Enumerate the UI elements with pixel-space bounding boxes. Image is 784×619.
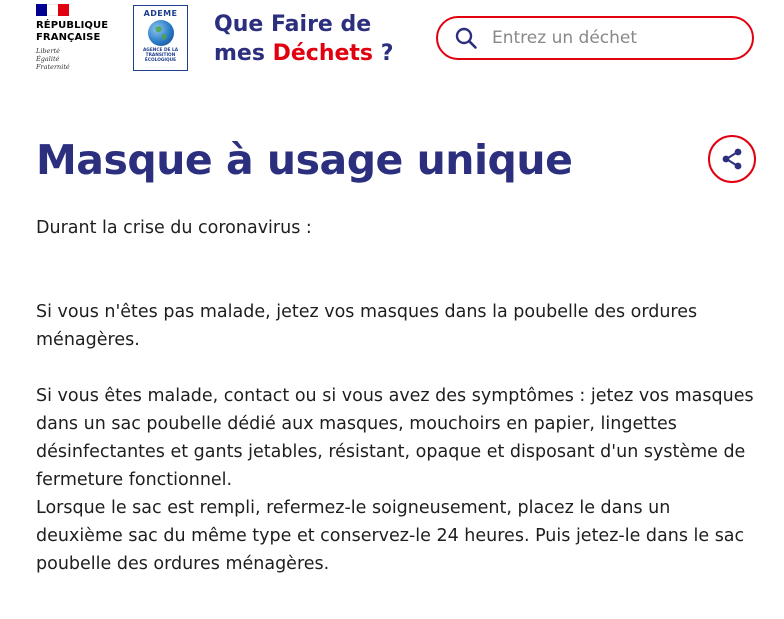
share-icon bbox=[720, 147, 744, 171]
site-title-accent: Déchets bbox=[272, 41, 374, 66]
ademe-logo[interactable] bbox=[133, 5, 188, 71]
spacer bbox=[36, 242, 761, 298]
ademe-subtitle-line: AGENCE DE LA bbox=[142, 48, 179, 53]
page-title: Masque à usage unique bbox=[36, 136, 573, 184]
motto-egalite: Égalité bbox=[36, 55, 60, 63]
full-bag-paragraph: Lorsque le sac est rempli, refermez-le soigneusement, placez le dans un deuxième sac du même type et conservez-le 24 heures. Puis jetez-le dans le sac poubelle des ordures ménagères. bbox=[36, 498, 745, 574]
search-bar[interactable] bbox=[436, 16, 754, 60]
ademe-subtitle-line: ÉCOLOGIQUE bbox=[144, 58, 177, 63]
francaise-label: FRANÇAISE bbox=[36, 32, 101, 43]
site-title-line1: Que Faire de bbox=[214, 12, 372, 37]
site-title-suffix: ? bbox=[373, 41, 394, 66]
republique-label: RÉPUBLIQUE bbox=[36, 20, 109, 31]
site-title-prefix: mes bbox=[214, 41, 273, 66]
intro-paragraph: Durant la crise du coronavirus : bbox=[36, 218, 312, 238]
motto-liberte: Liberté bbox=[36, 47, 60, 55]
motto-fraternite: Fraternité bbox=[36, 63, 70, 71]
search-icon[interactable] bbox=[454, 26, 478, 50]
globe-icon bbox=[148, 20, 174, 46]
site-header bbox=[0, 0, 784, 86]
french-flag-icon bbox=[36, 4, 69, 16]
motto bbox=[36, 47, 126, 71]
waste-instructions bbox=[36, 214, 761, 578]
share-button[interactable] bbox=[708, 135, 756, 183]
ademe-subtitle bbox=[134, 48, 187, 63]
ademe-title: ADEME bbox=[143, 9, 178, 18]
ademe-subtitle-line: TRANSITION bbox=[145, 53, 176, 58]
site-title-link[interactable] bbox=[214, 10, 393, 68]
site-title-line2 bbox=[214, 39, 393, 68]
republique-francaise-logo[interactable] bbox=[36, 4, 126, 71]
not-sick-paragraph: Si vous n'êtes pas malade, jetez vos masques dans la poubelle des ordures ménagères. bbox=[36, 302, 698, 350]
sick-paragraph: Si vous êtes malade, contact ou si vous avez des symptômes : jetez vos masques dans un sac poubelle dédié aux masques, mouchoirs en papier, lingettes désinfectantes et gants jetables, résistant, opaque et disposant d'un système de fermeture fonctionnel. bbox=[36, 386, 754, 490]
search-input[interactable] bbox=[490, 27, 744, 49]
spacer bbox=[36, 354, 761, 382]
